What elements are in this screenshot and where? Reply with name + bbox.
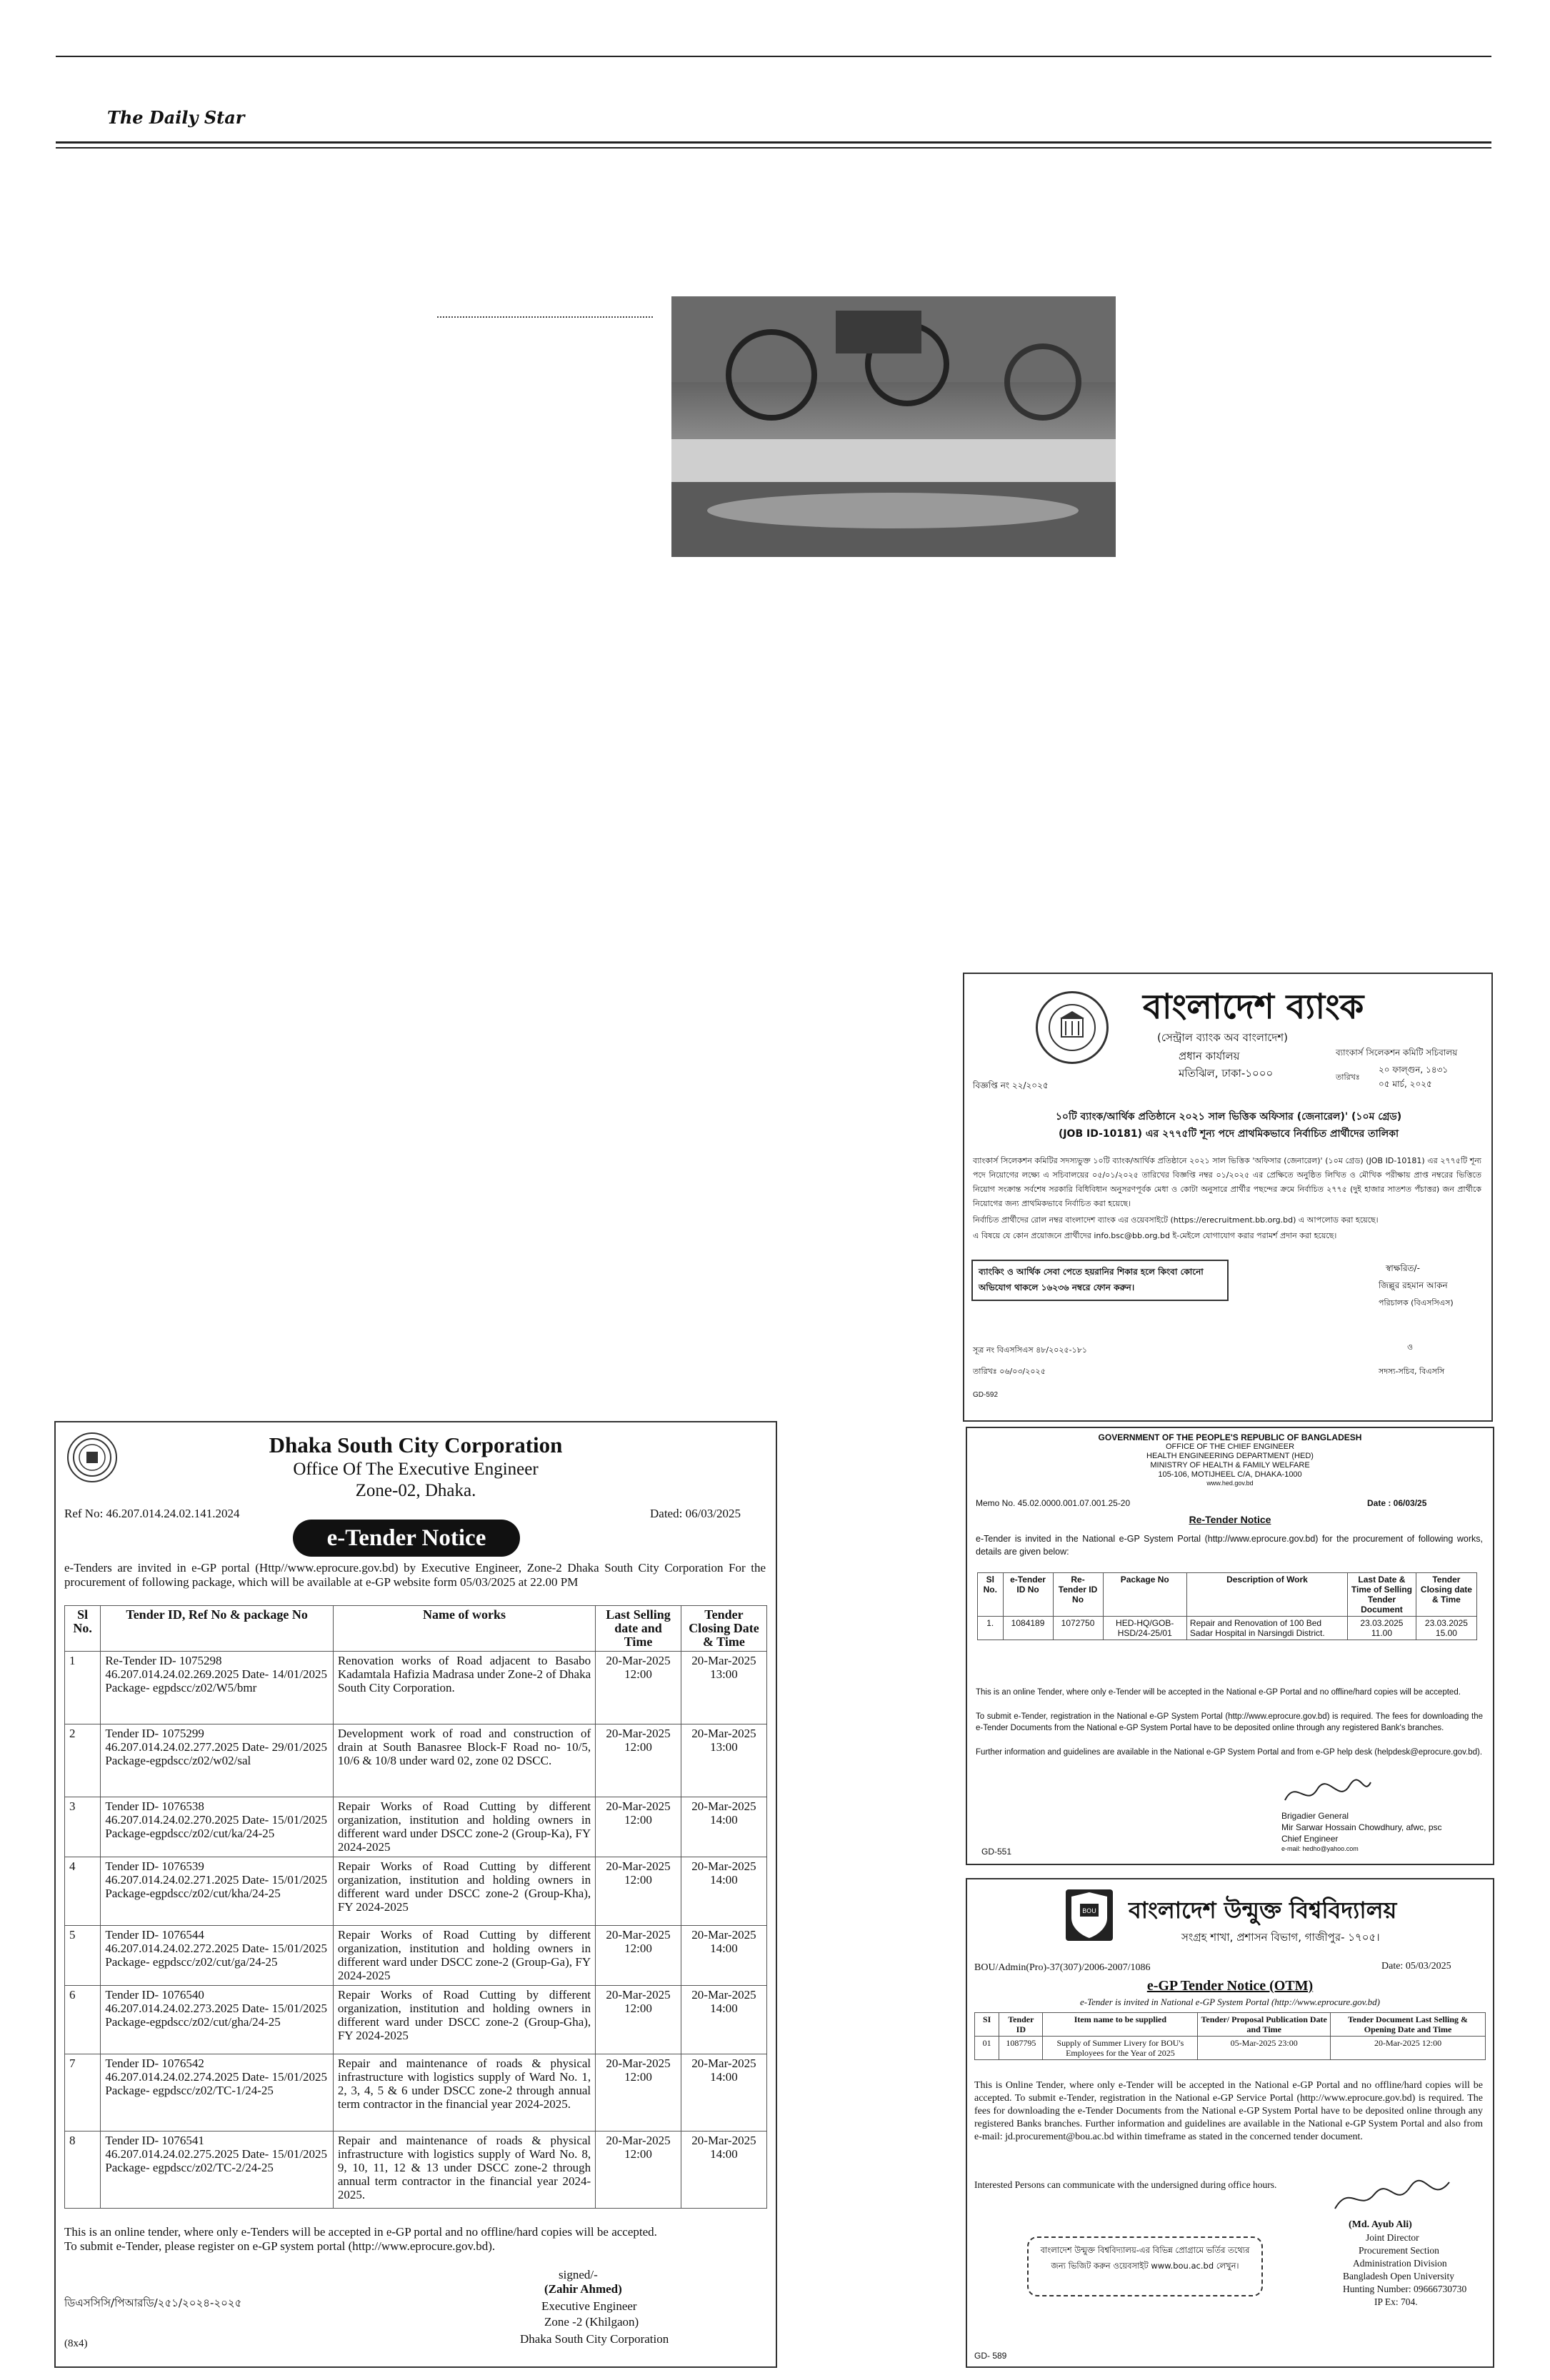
bou-name: বাংলাদেশ উন্মুক্ত বিশ্ববিদ্যালয় — [1129, 1897, 1397, 1924]
dscc-cell-closing: 20-Mar-2025 14:00 — [681, 2132, 766, 2209]
dscc-cell-works: Development work of road and construction of drain at South Banasree Block-F Road no- 10/5, 10/6 & 10/8 under ward 02, zone 02 DSCC. — [333, 1724, 595, 1797]
table-row — [65, 2132, 767, 2209]
bou-sig-title-3: Administration Division — [1353, 2258, 1447, 2269]
hed-th-last-date: Last Date & Time of Selling Tender Document — [1348, 1573, 1416, 1617]
dscc-th-closing: Tender Closing Date & Time — [681, 1606, 766, 1652]
bank-address: মতিঝিল, ঢাকা-১০০০ — [1179, 1067, 1274, 1080]
dscc-cell-selling: 20-Mar-2025 12:00 — [596, 1857, 681, 1926]
table-row — [65, 1797, 767, 1857]
dscc-cell-selling: 20-Mar-2025 12:00 — [596, 1652, 681, 1724]
table-row — [65, 1986, 767, 2054]
dscc-note-1: This is an online tender, where only e-Tenders will be accepted in e-GP portal and no offline/hard copies will be accepted. — [64, 2225, 657, 2239]
dscc-cell-tender: Re-Tender ID- 1075298 46.207.014.24.02.269.2025 Date- 14/01/2025 Package- egpdscc/z02/W5/bmr — [101, 1652, 334, 1724]
bou-gd: GD- 589 — [974, 2351, 1007, 2361]
bou-ref: BOU/Admin(Pro)-37(307)/2006-2007/1086 — [974, 1962, 1151, 1973]
hed-cell-description: Repair and Renovation of 100 Bed Sadar Hospital in Narsingdi District. — [1186, 1617, 1347, 1640]
header-rule-top — [56, 141, 1491, 144]
table-row — [978, 1617, 1477, 1640]
bangladesh-bank-seal-icon — [1036, 991, 1109, 1064]
hed-table-header-row — [978, 1573, 1477, 1617]
dscc-size: (8x4) — [64, 2338, 88, 2349]
bou-promo-text: বাংলাদেশ উন্মুক্ত বিশ্ববিদ্যালয়-এর বিভিন্ন প্রোগ্রামে ভর্তির তথ্যের জন্য ভিজিট করুন ওয়েবসাইট www.bou.ac.bd লেখুন। — [1040, 2245, 1250, 2271]
dscc-cell-tender: Tender ID- 1076539 46.207.014.24.02.271.2025 Date- 15/01/2025 Package-egpdscc/z02/cut/kha/24-25 — [101, 1857, 334, 1926]
dscc-sig-label: signed/- — [559, 2268, 598, 2281]
bou-table-header-row — [975, 2013, 1486, 2037]
bank-sig-label: স্বাক্ষরিত/- — [1386, 1263, 1420, 1273]
dscc-cell-selling: 20-Mar-2025 12:00 — [596, 1926, 681, 1986]
dscc-cell-works: Repair Works of Road Cutting by different organization, institution and holding owners in different ward under DSCC zone-2 (Group-Gha), FY 2024-2025 — [333, 1986, 595, 2054]
dscc-cell-closing: 20-Mar-2025 14:00 — [681, 2054, 766, 2132]
bou-sig-title-2: Procurement Section — [1359, 2245, 1439, 2256]
hed-tender-table — [977, 1572, 1477, 1640]
bank-complaint-text: ব্যাংকিং ও আর্থিক সেবা পেতে হয়রানির শিকার হলে কিংবা কোনো অভিযোগ থাকলে ১৬২৩৬ নম্বরে ফোন করুন। — [979, 1267, 1204, 1292]
dscc-cell-works: Renovation works of Road adjacent to Basabo Kadamtala Hafizia Madrasa under Zone-2 of Dhaka South City Corporation. — [333, 1652, 595, 1724]
hed-cell-retender: 1072750 — [1053, 1617, 1103, 1640]
hed-retender-notice — [966, 1427, 1494, 1865]
bou-sig-title-4: Bangladesh Open University — [1343, 2271, 1454, 2281]
dscc-cell-works: Repair and maintenance of roads & physical infrastructure with logistics supply of Ward No. 8, 9, 10, 11, 12 & 13 under DSCC zone-2 through annual term contractor in the financial year 2024-2025. — [333, 2132, 595, 2209]
bou-cell-opening: 20-Mar-2025 12:00 — [1331, 2037, 1486, 2060]
top-rule — [56, 56, 1491, 57]
bou-cell-tender-id: 1087795 — [999, 2037, 1043, 2060]
hed-th-closing: Tender Closing date & Time — [1416, 1573, 1476, 1617]
hed-intro: e-Tender is invited in the National e-GP System Portal (http://www.eprocure.gov.bd) for the procurement of following works, details are given below: — [976, 1534, 1483, 1557]
bank-name: বাংলাদেশ ব্যাংক — [1143, 987, 1364, 1027]
hed-memo: Memo No. 45.02.0000.001.07.001.25-20 — [976, 1498, 1131, 1508]
dscc-cell-closing: 20-Mar-2025 13:00 — [681, 1652, 766, 1724]
dscc-cell-closing: 20-Mar-2025 14:00 — [681, 1986, 766, 2054]
bou-signature-icon — [1331, 2176, 1453, 2219]
bank-gd: GD-592 — [973, 1391, 999, 1399]
hed-gov: GOVERNMENT OF THE PEOPLE'S REPUBLIC OF BANGLADESH — [1098, 1432, 1362, 1442]
hed-sig-name: Mir Sarwar Hossain Chowdhury, afwc, psc — [1281, 1822, 1442, 1832]
bank-body-1: ব্যাংকার্স সিলেকশন কমিটির সদস্যভুক্ত ১০টি ব্যাংক/আর্থিক প্রতিষ্ঠানে ২০২১ সাল ভিত্তিক 'অফিসার (জেনারেল)' (১০ম গ্রেড) (JOB ID-10181) এর ২৭৭৫টি শূন্য পদে নিয়োগের লক্ষ্যে এ সচিবালয়ের ০৫/০১/২০২৫ তারিখের বিজ্ঞপ্তি নম্বর ০১/২০২৫ এর প্রেক্ষিতে অনুষ্ঠিত লিখিত ও মৌখিক পরীক্ষায় প্রাপ্ত নম্বরের ভিত্তিতে নিয়োগ সংক্রান্ত সর্বশেষ সরকারি বিধিবিধান অনুসরণপূর্বক মেধা ও কোটা অনুসারে প্রার্থীর পছন্দের ক্রমে নির্বাচিত ২৭৭৫ (দুই হাজার সাতশত পঁচাত্তর) জন প্রার্থীকে নিয়োগের জন্য প্রাথমিকভাবে নির্বাচিত করা হয়েছে। — [973, 1156, 1481, 1208]
hed-sig-rank: Brigadier General — [1281, 1811, 1349, 1821]
bou-sig-name: (Md. Ayub Ali) — [1349, 2219, 1412, 2230]
table-row — [65, 1724, 767, 1797]
dscc-sig-name: (Zahir Ahmed) — [544, 2282, 622, 2296]
dscc-cell-selling: 20-Mar-2025 12:00 — [596, 2132, 681, 2209]
table-row — [65, 1857, 767, 1926]
dscc-cell-tender: Tender ID- 1076541 46.207.014.24.02.275.2025 Date- 15/01/2025 Package- egpdscc/z02/TC-2/24-25 — [101, 2132, 334, 2209]
dscc-ref: Ref No: 46.207.014.24.02.141.2024 — [64, 1507, 240, 1520]
bank-heading-2: (JOB ID-10181) এর ২৭৭৫টি শূন্য পদে প্রাথমিকভাবে নির্বাচিত প্রার্থীদের তালিকা — [1058, 1128, 1399, 1140]
dscc-cell-tender: Tender ID- 1076538 46.207.014.24.02.270.2025 Date- 15/01/2025 Package-egpdscc/z02/cut/ka/24-25 — [101, 1797, 334, 1857]
bank-subname: (সেন্ট্রাল ব্যাংক অব বাংলাদেশ) — [1157, 1031, 1288, 1044]
dscc-cell-tender: Tender ID- 1075299 46.207.014.24.02.277.2025 Date- 29/01/2025 Package-egpdscc/z02/w02/sal — [101, 1724, 334, 1797]
dscc-cell-works: Repair and maintenance of roads & physical infrastructure with logistics supply of Ward No. 1, 2, 3, 4, 5 & 6 under DSCC zone-2 through annual term contractor in the financial year 2024-2025. — [333, 2054, 595, 2132]
dscc-cell-selling: 20-Mar-2025 12:00 — [596, 1797, 681, 1857]
dscc-cell-sl: 1 — [65, 1652, 101, 1724]
table-row — [65, 1652, 767, 1724]
header-rule-bottom — [56, 147, 1491, 149]
hed-address: 105-106, MOTIJHEEL C/A, DHAKA-1000 — [1158, 1470, 1302, 1479]
bank-memo-date: তারিখঃ ০৬/০৩/২০২৫ — [973, 1367, 1046, 1376]
dscc-sig-zone: Zone -2 (Khilgaon) — [544, 2315, 639, 2329]
bank-date-en: ০৫ মার্চ, ২০২৫ — [1379, 1079, 1432, 1089]
bangladesh-bank-notice — [963, 973, 1493, 1422]
dscc-cell-selling: 20-Mar-2025 12:00 — [596, 2054, 681, 2132]
dscc-cell-works: Repair Works of Road Cutting by different organization, institution and holding owners in different ward under DSCC zone-2 (Group-Kha), FY 2024-2025 — [333, 1857, 595, 1926]
hed-date: Date : 06/03/25 — [1367, 1498, 1427, 1508]
bou-th-sl: SI — [975, 2013, 999, 2037]
dscc-sig-title: Executive Engineer — [541, 2299, 637, 2313]
hed-th-package: Package No — [1103, 1573, 1186, 1617]
news-photo — [671, 296, 1116, 557]
bou-tender-table — [974, 2012, 1486, 2060]
hed-note-1: This is an online Tender, where only e-Tender will be accepted in the National e-GP Portal and no offline/hard copies will be accepted. — [976, 1688, 1461, 1697]
bou-promo-box — [1027, 2236, 1263, 2296]
bank-heading-1: ১০টি ব্যাংক/আর্থিক প্রতিষ্ঠানে ২০২১ সাল ভিত্তিক অফিসার (জেনারেল)' (১০ম গ্রেড) — [1055, 1111, 1402, 1123]
hed-cell-package: HED-HQ/GOB-HSD/24-25/01 — [1103, 1617, 1186, 1640]
hed-ministry: MINISTRY OF HEALTH & FAMILY WELFARE — [1150, 1461, 1310, 1470]
hed-th-sl: Sl No. — [978, 1573, 1004, 1617]
dscc-cell-closing: 20-Mar-2025 13:00 — [681, 1724, 766, 1797]
dscc-cell-selling: 20-Mar-2025 12:00 — [596, 1986, 681, 2054]
bank-complaint-box — [971, 1260, 1229, 1301]
hed-dept: HEALTH ENGINEERING DEPARTMENT (HED) — [1146, 1452, 1314, 1460]
bank-date-bn: ২০ ফাল্গুন, ১৪৩১ — [1379, 1065, 1449, 1075]
dscc-cell-sl: 2 — [65, 1724, 101, 1797]
photo-illustration — [671, 296, 1116, 557]
bou-th-publication: Tender/ Proposal Publication Date and Time — [1198, 2013, 1331, 2037]
dscc-sig-org: Dhaka South City Corporation — [520, 2332, 669, 2346]
dscc-cell-sl: 8 — [65, 2132, 101, 2209]
dscc-cell-sl: 6 — [65, 1986, 101, 2054]
dscc-cell-works: Repair Works of Road Cutting by different organization, institution and holding owners in different ward under DSCC zone-2 (Group-Ka), FY 2024-2025 — [333, 1797, 595, 1857]
dscc-intro: e-Tenders are invited in e-GP portal (Http//www.eprocure.gov.bd) by Executive Engineer, Zone-2 Dhaka South City Corporation For the procurement of following package, which will be available at e-GP website form 05/03/2025 at 22.00 PM — [64, 1561, 766, 1589]
hed-th-etender: e-Tender ID No — [1003, 1573, 1053, 1617]
dscc-date: Dated: 06/03/2025 — [650, 1507, 741, 1520]
dscc-cell-sl: 7 — [65, 2054, 101, 2132]
dscc-cell-selling: 20-Mar-2025 12:00 — [596, 1724, 681, 1797]
hed-sig-email: e-mail: hedho@yahoo.com — [1281, 1845, 1359, 1852]
bou-logo-icon — [1066, 1889, 1113, 1941]
bank-sig-title: পরিচালক (বিএসসিএস) — [1379, 1298, 1454, 1307]
dscc-cell-sl: 5 — [65, 1926, 101, 1986]
dscc-th-sl: Sl No. — [65, 1606, 101, 1652]
dscc-th-works: Name of works — [333, 1606, 595, 1652]
hed-sig-title: Chief Engineer — [1281, 1834, 1339, 1844]
dscc-tender-table — [64, 1605, 767, 2209]
dscc-gd-bn: ডিএসসিসি/পিআরডি/২৫১/২০২৪-২০২৫ — [64, 2296, 242, 2309]
table-row — [65, 2054, 767, 2132]
dscc-cell-closing: 20-Mar-2025 14:00 — [681, 1797, 766, 1857]
bou-tender-notice — [966, 1878, 1494, 2368]
dscc-title: e-Tender Notice — [326, 1525, 486, 1551]
dscc-zone: Zone-02, Dhaka. — [355, 1481, 476, 1500]
bou-th-opening: Tender Document Last Selling & Opening Date and Time — [1331, 2013, 1486, 2037]
dscc-cell-closing: 20-Mar-2025 14:00 — [681, 1926, 766, 1986]
dscc-cell-tender: Tender ID- 1076540 46.207.014.24.02.273.2025 Date- 15/01/2025 Package-egpdscc/z02/cut/gha/24-25 — [101, 1986, 334, 2054]
hed-office: OFFICE OF THE CHIEF ENGINEER — [1165, 1442, 1295, 1451]
masthead-title: The Daily Star — [107, 107, 245, 128]
hed-cell-closing: 23.03.2025 15.00 — [1416, 1617, 1476, 1640]
hed-th-retender: Re- Tender ID No — [1053, 1573, 1103, 1617]
dscc-cell-tender: Tender ID- 1076542 46.207.014.24.02.274.2025 Date- 15/01/2025 Package- egpdscc/z02/TC-1/24-25 — [101, 2054, 334, 2132]
bou-cell-publication: 05-Mar-2025 23:00 — [1198, 2037, 1331, 2060]
dscc-table-header-row — [65, 1606, 767, 1652]
hed-title: Re-Tender Notice — [1189, 1514, 1271, 1525]
bou-cell-sl: 01 — [975, 2037, 999, 2060]
hed-note-2: To submit e-Tender, registration in the National e-GP System Portal (http://www.eprocure.gov.bd) is required. The fees for downloading the e-Tender Documents from the National e-GP System Portal have to be deposited online through any registered Bank's branches. — [976, 1712, 1483, 1732]
hed-cell-etender: 1084189 — [1003, 1617, 1053, 1640]
bou-address: সংগ্রহ শাখা, প্রশাসন বিভাগ, গাজীপুর- ১৭০৫। — [1181, 1931, 1380, 1944]
hed-signature-icon — [1281, 1775, 1374, 1811]
bank-sig-name: জিল্লুর রহমান আকন — [1379, 1280, 1448, 1290]
hed-cell-last-date: 23.03.2025 11.00 — [1348, 1617, 1416, 1640]
bou-contact: Interested Persons can communicate with the undersigned during office hours. — [974, 2179, 1277, 2190]
dscc-cell-works: Repair Works of Road Cutting by different organization, institution and holding owners in different ward under DSCC zone-2 (Group-Ga), FY 2024-2025 — [333, 1926, 595, 1986]
bank-office: প্রধান কার্যালয় — [1179, 1050, 1240, 1063]
hed-gd: GD-551 — [981, 1847, 1012, 1857]
table-row — [975, 2037, 1486, 2060]
bank-right-office: ব্যাংকার্স সিলেকশন কমিটি সচিবালয় — [1336, 1048, 1458, 1058]
hed-th-description: Description of Work — [1186, 1573, 1347, 1617]
bou-title: e-GP Tender Notice (OTM) — [1146, 1978, 1314, 1994]
bank-body-3: এ বিষয়ে যে কোন প্রয়োজনে প্রার্থীদের info.bsc@bb.org.bd ই-মেইলে যোগাযোগ করার পরামর্শ প্রদান করা হয়েছে। — [973, 1231, 1337, 1240]
bou-th-item: Item name to be supplied — [1043, 2013, 1198, 2037]
hed-note-3: Further information and guidelines are available in the National e-GP System Portal and from e-GP help desk (helpdesk@eprocure.gov.bd). — [976, 1748, 1483, 1757]
bank-sig-and: ও — [1407, 1342, 1414, 1352]
hed-cell-sl: 1. — [978, 1617, 1004, 1640]
bou-cell-item: Supply of Summer Livery for BOU's Employees for the Year of 2025 — [1043, 2037, 1198, 2060]
bou-sig-ext: IP Ex: 704. — [1374, 2296, 1418, 2307]
svg-text:BOU: BOU — [1082, 1908, 1096, 1915]
dscc-th-selling: Last Selling date and Time — [596, 1606, 681, 1652]
table-row — [65, 1926, 767, 1986]
dscc-cell-closing: 20-Mar-2025 14:00 — [681, 1857, 766, 1926]
dscc-office: Office Of The Executive Engineer — [293, 1460, 539, 1479]
bou-subtitle: e-Tender is invited in National e-GP System Portal (http://www.eprocure.gov.bd) — [1080, 1997, 1380, 2007]
bou-body: This is Online Tender, where only e-Tender will be accepted in the National e-GP Portal and no offline/hard copies will be accepted. To submit e-Tender, registration in the National e-GP Service Portal (http://www.eprocure.gov.bd) is required. The fees for downloading the e-Tender Documents from the National e-GP System Portal have to be deposited online through any registered Banks branches. Further information and guidelines are available in the National e-GP System Portal and also from e-mail: jd.procurement@bou.ac.bd within timeframe as stated in the concerned tender document. — [974, 2080, 1483, 2142]
hed-web: www.hed.gov.bd — [1206, 1480, 1254, 1487]
dscc-name: Dhaka South City Corporation — [269, 1432, 563, 1457]
dscc-cell-sl: 4 — [65, 1857, 101, 1926]
dscc-cell-sl: 3 — [65, 1797, 101, 1857]
dscc-tender-notice — [54, 1421, 777, 2368]
bou-sig-title-1: Joint Director — [1366, 2232, 1419, 2243]
bou-date: Date: 05/03/2025 — [1381, 1961, 1451, 1972]
dscc-th-tender: Tender ID, Ref No & package No — [101, 1606, 334, 1652]
bank-date-label: তারিখঃ — [1336, 1073, 1360, 1082]
bank-memo: সূত্র নং বিএসসিএস ৪৮/২০২৫-১৮১ — [973, 1345, 1088, 1355]
bank-sig-title-2: সদস্য-সচিব, বিএসসি — [1379, 1367, 1445, 1376]
bank-notice-no: বিজ্ঞপ্তি নং ২২/২০২৫ — [973, 1080, 1049, 1090]
dscc-note-2: To submit e-Tender, please register on e-GP system portal (http://www.eprocure.gov.bd). — [64, 2239, 496, 2253]
dscc-title-badge — [293, 1520, 520, 1557]
bou-sig-phone: Hunting Number: 09666730730 — [1343, 2284, 1467, 2294]
bank-body-2: নির্বাচিত প্রার্থীদের রোল নম্বর বাংলাদেশ ব্যাংক এর ওয়েবসাইটে (https://erecruitment.bb.org.bd) এ আপলোড করা হয়েছে। — [973, 1215, 1379, 1225]
dscc-cell-tender: Tender ID- 1076544 46.207.014.24.02.272.2025 Date- 15/01/2025 Package- egpdscc/z02/cut/ga/24-25 — [101, 1926, 334, 1986]
bou-th-tender-id: Tender ID — [999, 2013, 1043, 2037]
caption-dotted-line — [437, 316, 653, 318]
